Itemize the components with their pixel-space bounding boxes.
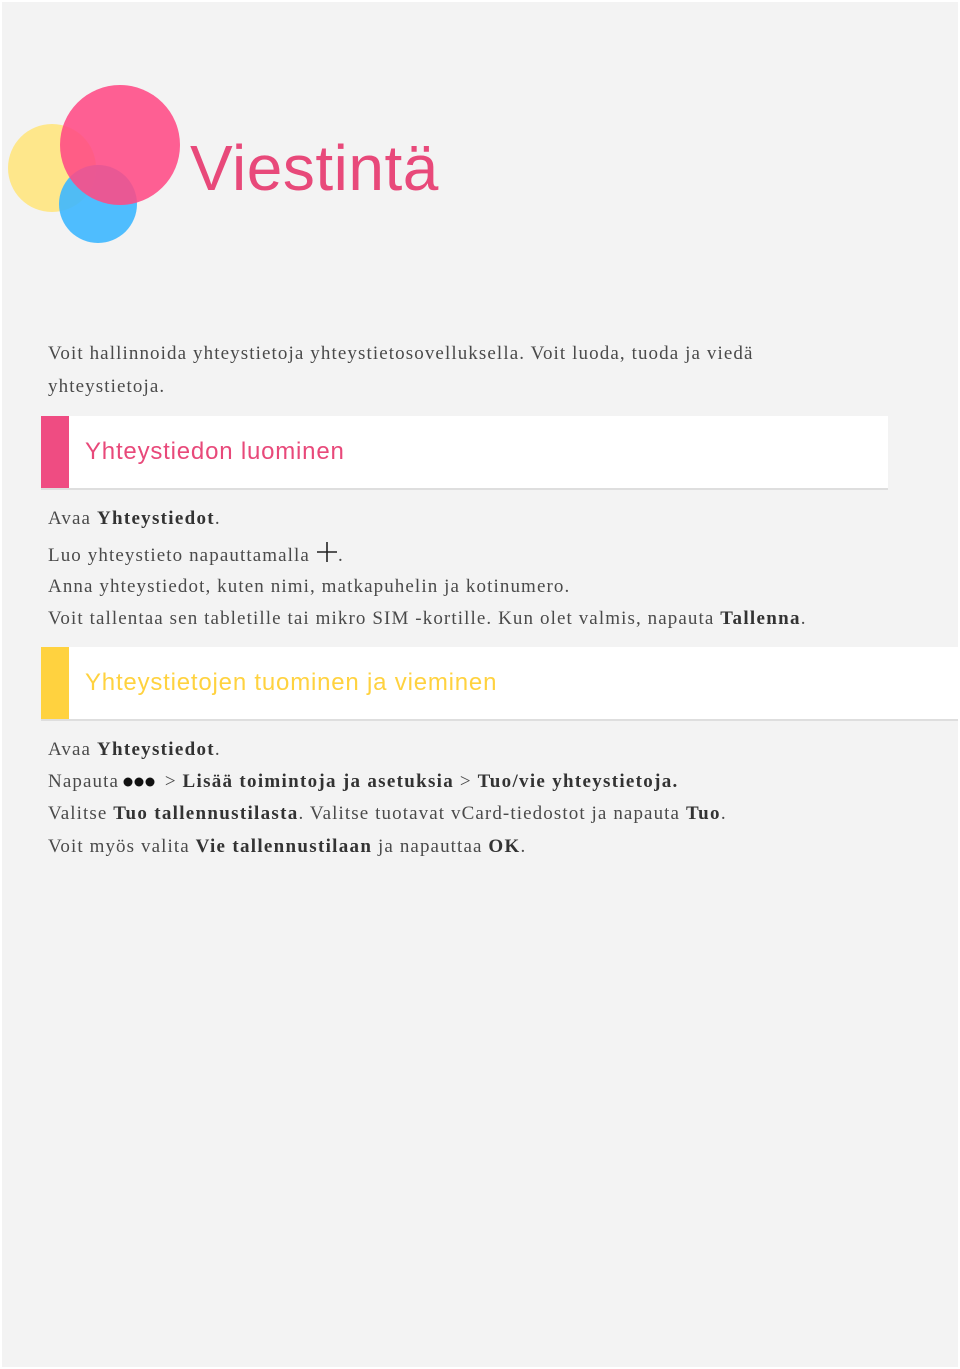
create-step-4-post: . — [800, 608, 807, 629]
section-accent-bar-yellow — [41, 647, 69, 719]
section-heading-create: Yhteystiedon luominen — [85, 438, 345, 465]
import-step-1-pre: Avaa — [48, 739, 97, 760]
page-title: Viestintä — [190, 132, 439, 204]
import-step-3-mid: . Valitse tuotavat vCard-tiedostot ja napauta — [298, 803, 686, 824]
logo-pink-circle — [60, 85, 180, 205]
intro-line-2: yhteystietoja. — [48, 376, 166, 397]
plus-icon — [316, 541, 338, 563]
import-step-1-bold: Yhteystiedot — [96, 739, 215, 760]
create-step-1 — [48, 507, 221, 531]
import-step-1-post: . — [214, 739, 221, 760]
create-step-4-pre: Voit tallentaa sen tabletille tai mikro SIM -kortille. Kun olet valmis, napauta — [48, 608, 721, 629]
import-step-2-bold-2: Tuo/vie yhteystietoja. — [477, 771, 679, 792]
create-step-4 — [48, 607, 807, 631]
import-step-4-bold-1: Vie tallennustilaan — [195, 836, 373, 857]
create-step-1-pre: Avaa — [48, 508, 97, 529]
import-step-3-post: . — [720, 803, 727, 824]
document-page — [2, 2, 958, 1367]
create-step-1-post: . — [214, 508, 221, 529]
section-heading-import-export: Yhteystietojen tuominen ja vieminen — [85, 669, 498, 696]
import-step-2 — [48, 770, 679, 795]
import-step-4-post: . — [520, 836, 527, 857]
import-step-4-pre: Voit myös valita — [48, 836, 196, 857]
create-step-3: Anna yhteystiedot, kuten nimi, matkapuhelin ja kotinumero. — [48, 576, 571, 597]
more-dots-icon — [123, 771, 155, 795]
section-header-import-export — [41, 647, 958, 721]
create-step-2-pre: Luo yhteystieto napauttamalla — [48, 545, 310, 566]
import-step-2-bold-1: Lisää toimintoja ja asetuksia — [182, 771, 455, 792]
section-header-create — [41, 416, 888, 490]
section-accent-bar-pink — [41, 416, 69, 488]
create-step-2-post: . — [337, 545, 344, 566]
import-step-4-mid: ja napauttaa — [372, 836, 489, 857]
import-step-1 — [48, 738, 221, 762]
import-step-4 — [48, 835, 526, 859]
import-step-3-bold-2: Tuo — [685, 803, 721, 824]
logo-circles — [2, 2, 192, 252]
import-step-2-pre: Napauta — [48, 771, 119, 792]
import-step-2-sep-1: > — [159, 771, 183, 792]
import-step-3 — [48, 802, 727, 826]
import-step-3-pre: Valitse — [48, 803, 114, 824]
import-step-4-bold-2: OK — [488, 836, 521, 857]
create-step-4-bold: Tallenna — [720, 608, 801, 629]
intro-line-1: Voit hallinnoida yhteystietoja yhteystietosovelluksella. Voit luoda, tuoda ja viedä — [48, 343, 754, 364]
import-step-3-bold-1: Tuo tallennustilasta — [113, 803, 299, 824]
create-step-1-bold: Yhteystiedot — [96, 508, 215, 529]
import-step-2-sep-2: > — [454, 771, 478, 792]
create-step-2 — [48, 541, 344, 568]
